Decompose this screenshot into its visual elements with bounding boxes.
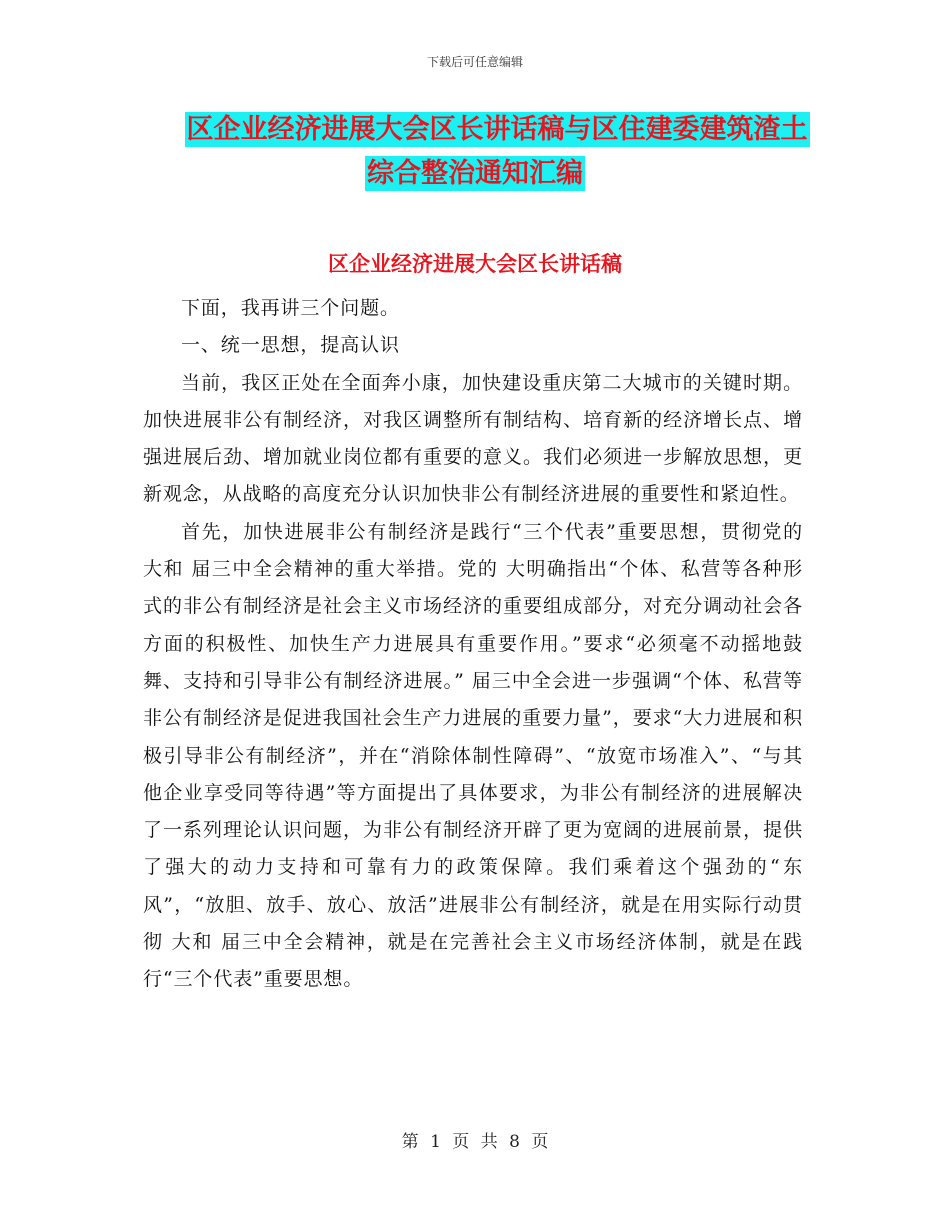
document-title-line-2-text: 综合整治通知汇编 bbox=[367, 158, 583, 189]
paragraph-intro: 下面，我再讲三个问题。 bbox=[181, 297, 400, 319]
document-title-line-1-text: 区企业经济进展大会区长讲话稿与区住建委建筑渣土 bbox=[186, 114, 808, 145]
body-text bbox=[143, 290, 803, 999]
document-title-line-1 bbox=[0, 106, 950, 154]
page-footer-number: 第 1 页 共 8 页 bbox=[401, 1132, 549, 1152]
paragraph-first-point: 首先，加快进展非公有制经济是践行“三个代表”重要思想，贯彻党的 大和 届三中全会精神的重大举措。党的 大明确指出“个体、私营等各种形式的非公有制经济是社会主义市场经济的重要组成部分，对充分调动社会各方面的积极性、加快生产力进展具有重要作用。”要求“必须毫不动摇地鼓舞、支持和引导非公有制经济进展。” 届三中全会进一步强调“个体、私营等非公有制经济是促进我国社会生产力进展的重要力量”，要求“大力进展和积极引导非公有制经济”，并在“消除体制性障碍”、“放宽市场准入”、“与其他企业享受同等待遇”等方面提出了具体要求，为非公有制经济的进展解决了一系列理论认识问题，为非公有制经济开辟了更为宽阔的进展前景，提供了强大的动力支持和可靠有力的政策保障。我们乘着这个强劲的“东风”，“放胆、放手、放心、放活”进展非公有制经济，就是在用实际行动贯彻 大和 届三中全会精神，就是在完善社会主义市场经济体制，就是在践行“三个代表”重要思想。 bbox=[143, 520, 803, 991]
paragraph-current-period: 当前，我区正处在全面奔小康，加快建设重庆第二大城市的关键时期。加快进展非公有制经济，对我区调整所有制结构、培育新的经济增长点、增强进展后劲、增加就业岗位都有重要的意义。我们必须进一步解放思想，更新观念，从战略的高度充分认识加快非公有制经济进展的重要性和紧迫性。 bbox=[143, 371, 803, 506]
document-title-line-2 bbox=[0, 150, 950, 198]
section-title: 区企业经济进展大会区长讲话稿 bbox=[328, 252, 622, 276]
page-header-note: 下载后可任意编辑 bbox=[426, 55, 523, 69]
paragraph-heading-1: 一、统一思想，提高认识 bbox=[181, 334, 400, 357]
